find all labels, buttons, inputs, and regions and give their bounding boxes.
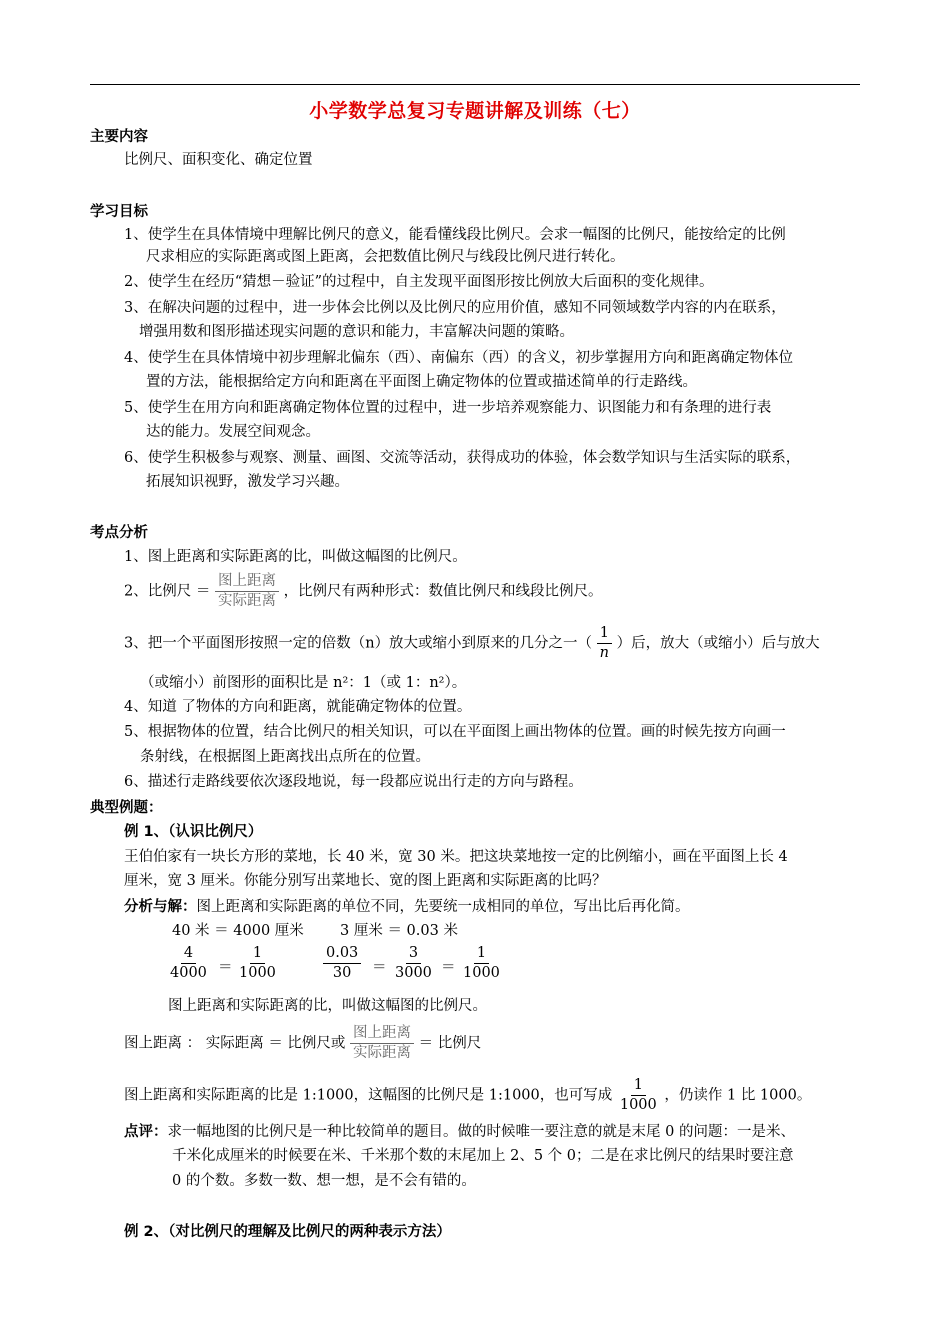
result-fraction: $\frac{1}{1000}$ xyxy=(619,1077,657,1113)
result-line: 图上距离和实际距离的比是 1:1000，这幅图的比例尺是 1:1000，也可写成 $\frac{1}{1000}$ ，仍读作 1 比 1000。 xyxy=(124,1077,812,1113)
goal-line: 置的方法，能根据给定方向和距离在平面图上确定物体的位置或描述简单的行走路线。 xyxy=(146,374,697,390)
key-point-2: 2、比例尺 ＝ $\frac{\text{图上距离}}{\text{实际距离}}$ ，比例尺有两种形式：数值比例尺和线段比例尺。 xyxy=(124,573,603,609)
example-1-title: 例 1、（认识比例尺） xyxy=(124,824,263,840)
goal-line: 拓展知识视野，激发学习兴趣。 xyxy=(146,474,349,490)
fraction-1-over-1000: $\frac{1}{1000}$ xyxy=(463,945,500,981)
section-heading-learning-goals: 学习目标 xyxy=(90,204,148,220)
goal-line: 3、在解决问题的过程中，进一步体会比例以及比例尺的应用价值，感知不同领域数学内容的内在联系， xyxy=(124,300,786,316)
conversion-1: 40 米 ＝ 4000 厘米 xyxy=(172,923,304,939)
key-point-5-cont: 条射线，在根据图上距离找出点所在的位置。 xyxy=(140,749,430,765)
key-point-5: 5、根据物体的位置，结合比例尺的相关知识，可以在平面图上画出物体的位置。画的时候先按方向画一 xyxy=(124,724,786,740)
ratio-formula: 图上距离 ： 实际距离 ＝ 比例尺或 $\frac{\text{图上距离}}{\text{实际距离}}$ ＝ 比例尺 xyxy=(124,1025,482,1061)
header-rule xyxy=(90,84,860,85)
goal-line: 尺求相应的实际距离或图上距离，会把数值比例尺与线段比例尺进行转化。 xyxy=(146,249,625,265)
section-heading-main-content: 主要内容 xyxy=(90,129,148,145)
example-2-title: 例 2、（对比例尺的理解及比例尺的两种表示方法） xyxy=(124,1224,451,1240)
example-1-question: 王伯伯家有一块长方形的菜地，长 40 米，宽 30 米。把这块菜地按一定的比例缩小，画在平面图上长 4 xyxy=(124,849,788,865)
goal-line: 4、使学生在具体情境中初步理解北偏东（西）、南偏东（西）的含义，初步掌握用方向和距离确定物体位 xyxy=(124,350,793,366)
page-title: 小学数学总复习专题讲解及训练（七） xyxy=(309,100,641,122)
fraction-003-over-30: $\frac{0.03}{30}$ xyxy=(323,945,361,982)
goal-line: 达的能力。发展空间观念。 xyxy=(146,424,320,440)
key-point-1: 1、图上距离和实际距离的比，叫做这幅图的比例尺。 xyxy=(124,549,467,565)
equals-sign: ＝ xyxy=(441,960,456,976)
goal-line: 2、使学生在经历“猜想－验证”的过程中，自主发现平面图形按比例放大后面积的变化规律。 xyxy=(124,274,714,290)
key-point-3: 3、把一个平面图形按照一定的倍数（n）放大或缩小到原来的几分之一（ $\frac{1}{n}$ ）后，放大（或缩小）后与放大 xyxy=(124,625,820,661)
main-content-text: 比例尺、面积变化、确定位置 xyxy=(124,152,313,168)
fraction-4-over-4000: $\frac{4}{4000}$ xyxy=(170,945,207,981)
key-point-4: 4、知道 了物体的方向和距离，就能确定物体的位置。 xyxy=(124,699,472,715)
goal-line: 5、使学生在用方向和距离确定物体位置的过程中，进一步培养观察能力、识图能力和有条理的进行表 xyxy=(124,400,772,416)
comment-line-2: 千米化成厘米的时候要在米、千米那个数的末尾加上 2、5 个 0；二是在求比例尺的结果时要注意 xyxy=(172,1148,794,1164)
key-point-3-cont: （或缩小）前图形的面积比是 n²：1（或 1：n²）。 xyxy=(140,675,467,691)
scale-fraction: $\frac{\text{图上距离}}{\text{实际距离}}$ xyxy=(215,573,279,610)
one-over-n-fraction: $\frac{1}{n}$ xyxy=(597,625,612,662)
equals-sign: ＝ xyxy=(218,960,233,976)
ratio-fraction: $\frac{\text{图上距离}}{\text{实际距离}}$ xyxy=(350,1025,414,1062)
conversion-2: 3 厘米 ＝ 0.03 米 xyxy=(340,923,458,939)
example-1-question-cont: 厘米，宽 3 厘米。你能分别写出菜地长、宽的图上距离和实际距离的比吗？ xyxy=(124,873,607,889)
goal-line: 1、使学生在具体情境中理解比例尺的意义，能看懂线段比例尺。会求一幅图的比例尺，能按给定的比例 xyxy=(124,227,786,243)
comment-line-3: 0 的个数。多数一数、想一想，是不会有错的。 xyxy=(172,1173,476,1189)
equals-sign: ＝ xyxy=(372,960,387,976)
analysis-line: 分析与解：图上距离和实际距离的单位不同，先要统一成相同的单位，写出比后再化简。 xyxy=(124,899,690,915)
section-heading-key-points: 考点分析 xyxy=(90,525,148,541)
goal-line: 增强用数和图形描述现实问题的意识和能力，丰富解决问题的策略。 xyxy=(139,324,574,340)
fraction-3-over-3000: $\frac{3}{3000}$ xyxy=(395,945,432,981)
comment-line: 点评：求一幅地图的比例尺是一种比较简单的题目。做的时候唯一要注意的就是末尾 0 的问题：一是米、 xyxy=(124,1124,795,1140)
key-point-6: 6、描述行走路线要依次逐段地说，每一段都应说出行走的方向与路程。 xyxy=(124,774,583,790)
section-heading-examples: 典型例题： xyxy=(90,800,163,816)
fraction-1-over-1000: $\frac{1}{1000}$ xyxy=(239,945,276,981)
scale-definition: 图上距离和实际距离的比，叫做这幅图的比例尺。 xyxy=(168,998,487,1014)
goal-line: 6、使学生积极参与观察、测量、画图、交流等活动，获得成功的体验，体会数学知识与生活实际的联系， xyxy=(124,450,801,466)
